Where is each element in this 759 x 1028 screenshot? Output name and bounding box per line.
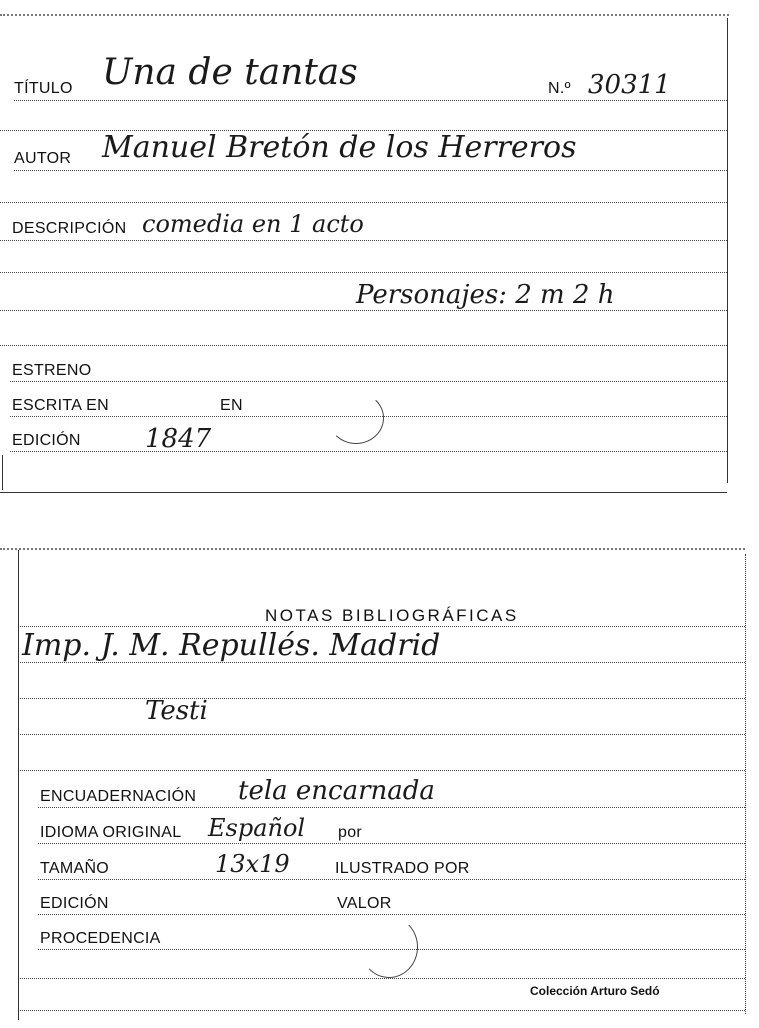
rule-line <box>20 734 745 735</box>
rule-line <box>0 240 727 241</box>
idioma-value: Español <box>208 814 306 842</box>
rule-line <box>14 170 727 171</box>
rule-line <box>20 978 745 979</box>
por-label: por <box>338 824 363 841</box>
ilustrado-label: ILUSTRADO POR <box>335 860 470 877</box>
rule-line <box>20 662 745 663</box>
collection-footer: Colección Arturo Sedó <box>530 984 660 998</box>
rule-line <box>38 879 745 880</box>
rule-line <box>0 272 727 273</box>
rule-line <box>10 451 727 452</box>
rule-line <box>20 626 745 627</box>
notes-line-2: Testi <box>145 696 208 726</box>
card-right-border <box>745 554 746 1014</box>
en-label: EN <box>220 397 243 414</box>
encuadernacion-value: tela encarnada <box>238 776 435 806</box>
encuadernacion-label: ENCUADERNACIÓN <box>40 788 197 805</box>
catalog-card-bottom <box>0 540 759 1028</box>
rule-line <box>10 381 727 382</box>
descripcion-value: comedia en 1 acto <box>142 210 364 238</box>
escrita-en-label: ESCRITA EN <box>12 397 109 414</box>
autor-label: AUTOR <box>14 150 72 167</box>
tamano-label: TAMAÑO <box>40 860 110 877</box>
stamp-mark <box>360 916 418 978</box>
card-edge <box>0 14 729 16</box>
idioma-label: IDIOMA ORIGINAL <box>40 824 182 841</box>
estreno-label: ESTRENO <box>12 362 92 379</box>
rule-line <box>0 310 727 311</box>
card-right-border <box>727 18 728 483</box>
rule-line <box>38 807 745 808</box>
rule-line <box>20 698 745 699</box>
tamano-value: 13x19 <box>215 850 290 878</box>
edicion-value: 1847 <box>145 424 212 454</box>
numero-label: N.º <box>548 80 571 97</box>
rule-line <box>38 914 745 915</box>
procedencia-label: PROCEDENCIA <box>40 930 161 947</box>
titulo-label: TÍTULO <box>14 80 73 97</box>
catalog-card-top <box>0 0 759 495</box>
card-left-border <box>2 455 3 490</box>
stamp-mark <box>328 392 384 444</box>
valor-label: VALOR <box>337 895 392 912</box>
rule-line <box>20 770 745 771</box>
rule-line <box>14 100 727 101</box>
rule-line <box>0 202 727 203</box>
titulo-value: Una de tantas <box>102 52 358 93</box>
descripcion-label: DESCRIPCIÓN <box>12 220 127 237</box>
rule-line <box>38 843 745 844</box>
edicion-label: EDICIÓN <box>12 432 81 449</box>
card-left-border <box>18 550 19 1020</box>
card-edge <box>0 548 745 550</box>
card-bottom-border <box>0 492 727 493</box>
rule-line <box>0 345 727 346</box>
notes-line-1: Imp. J. M. Repullés. Madrid <box>22 628 441 663</box>
personajes-value: Personajes: 2 m 2 h <box>356 280 615 310</box>
rule-line <box>20 1010 745 1011</box>
edicion-label: EDICIÓN <box>40 895 109 912</box>
numero-value: 30311 <box>588 70 671 100</box>
autor-value: Manuel Bretón de los Herreros <box>102 130 577 165</box>
notas-heading: NOTAS BIBLIOGRÁFICAS <box>265 606 519 625</box>
